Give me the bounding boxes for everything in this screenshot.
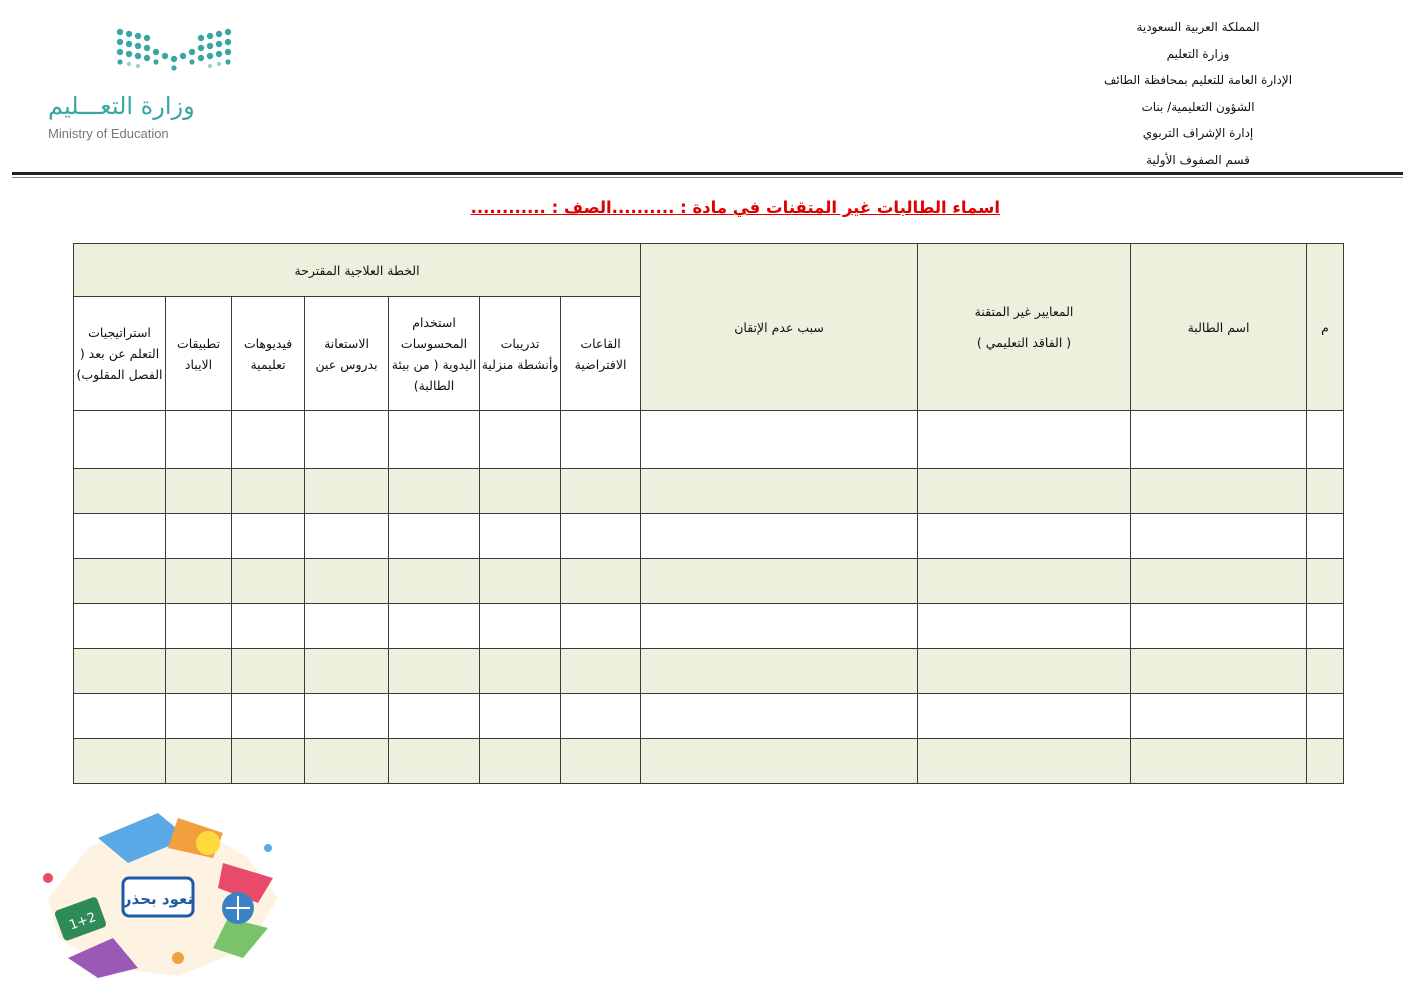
table-cell[interactable] bbox=[389, 649, 480, 694]
table-cell[interactable] bbox=[1307, 649, 1344, 694]
table-cell[interactable] bbox=[389, 694, 480, 739]
table-cell[interactable] bbox=[641, 514, 918, 559]
ministry-logo-dots-icon bbox=[40, 22, 270, 82]
table-cell[interactable] bbox=[389, 604, 480, 649]
table-cell[interactable] bbox=[1131, 514, 1307, 559]
table-cell[interactable] bbox=[1307, 694, 1344, 739]
header-divider bbox=[12, 172, 1403, 175]
table-cell[interactable] bbox=[74, 694, 166, 739]
table-cell[interactable] bbox=[561, 411, 641, 469]
table-cell[interactable] bbox=[1307, 514, 1344, 559]
table-cell[interactable] bbox=[305, 649, 389, 694]
table-cell[interactable] bbox=[1131, 739, 1307, 784]
document-header bbox=[1033, 14, 1363, 173]
table-cell[interactable] bbox=[480, 739, 561, 784]
table-cell[interactable] bbox=[641, 739, 918, 784]
table-cell[interactable] bbox=[389, 411, 480, 469]
table-cell[interactable] bbox=[561, 559, 641, 604]
table-cell[interactable] bbox=[641, 694, 918, 739]
table-cell[interactable] bbox=[561, 739, 641, 784]
sticker-math: 1+2 bbox=[67, 909, 99, 934]
table-cell[interactable] bbox=[166, 411, 232, 469]
table-cell[interactable] bbox=[232, 514, 305, 559]
sticker-text: نعود بحذر bbox=[122, 890, 194, 908]
table-cell[interactable] bbox=[305, 739, 389, 784]
table-cell[interactable] bbox=[480, 649, 561, 694]
table-cell[interactable] bbox=[74, 604, 166, 649]
table-cell[interactable] bbox=[389, 739, 480, 784]
table-cell[interactable] bbox=[480, 694, 561, 739]
table-cell[interactable] bbox=[389, 469, 480, 514]
header-directorate: الإدارة العامة للتعليم بمحافظة الطائف bbox=[1103, 73, 1293, 87]
table-cell[interactable] bbox=[305, 694, 389, 739]
column-header-educational-videos: فيديوهات تعليمية bbox=[232, 297, 305, 411]
table-cell[interactable] bbox=[918, 559, 1131, 604]
table-cell[interactable] bbox=[918, 649, 1131, 694]
back-to-school-sticker bbox=[28, 808, 283, 980]
table-cell[interactable] bbox=[166, 649, 232, 694]
table-row bbox=[74, 411, 1344, 469]
table-cell[interactable] bbox=[232, 649, 305, 694]
column-header-virtual-classrooms: القاعات الافتراضية bbox=[561, 297, 641, 411]
criteria-sublabel: ( الفاقد التعليمي ) bbox=[976, 335, 1072, 350]
table-cell[interactable] bbox=[74, 649, 166, 694]
column-header-student-name: اسم الطالبة bbox=[1131, 244, 1307, 411]
table-cell[interactable] bbox=[641, 469, 918, 514]
table-row bbox=[74, 739, 1344, 784]
students-table bbox=[73, 243, 1344, 784]
school-supplies-icon bbox=[28, 808, 283, 980]
table-cell[interactable] bbox=[166, 739, 232, 784]
table-cell[interactable] bbox=[561, 604, 641, 649]
table-row bbox=[74, 694, 1344, 739]
table-cell[interactable] bbox=[232, 411, 305, 469]
table-cell[interactable] bbox=[305, 604, 389, 649]
table-row bbox=[74, 469, 1344, 514]
column-header-home-activities: تدريبات وأنشطة منزلية bbox=[480, 297, 561, 411]
table-cell[interactable] bbox=[74, 559, 166, 604]
table-cell[interactable] bbox=[166, 514, 232, 559]
table-cell[interactable] bbox=[480, 411, 561, 469]
table-cell[interactable] bbox=[1307, 559, 1344, 604]
table-cell[interactable] bbox=[166, 604, 232, 649]
table-cell[interactable] bbox=[480, 514, 561, 559]
column-header-number: م bbox=[1307, 244, 1344, 411]
table-cell[interactable] bbox=[918, 411, 1131, 469]
table-row bbox=[74, 559, 1344, 604]
table-cell[interactable] bbox=[561, 469, 641, 514]
table-cell[interactable] bbox=[480, 469, 561, 514]
criteria-label: المعايير غير المتقنة bbox=[974, 304, 1074, 319]
header-affairs: الشؤون التعليمية/ بنات bbox=[1141, 99, 1255, 114]
column-group-remedial-plan: الخطة العلاجية المقترحة bbox=[74, 244, 641, 297]
header-supervision: إدارة الإشراف التربوي bbox=[1142, 126, 1254, 140]
table-cell[interactable] bbox=[305, 469, 389, 514]
header-ministry: وزارة التعليم bbox=[1166, 46, 1230, 61]
column-header-distance-strategies: استراتيجيات التعلم عن بعد ( الفصل المقلوب) bbox=[74, 297, 166, 411]
table-cell[interactable] bbox=[918, 514, 1131, 559]
table-cell[interactable] bbox=[918, 604, 1131, 649]
table-cell[interactable] bbox=[1307, 469, 1344, 514]
table-cell[interactable] bbox=[232, 694, 305, 739]
table-cell[interactable] bbox=[641, 649, 918, 694]
table-cell[interactable] bbox=[1131, 649, 1307, 694]
header-department: قسم الصفوف الأولية bbox=[1146, 152, 1250, 167]
table-row bbox=[74, 604, 1344, 649]
table-cell[interactable] bbox=[232, 559, 305, 604]
table-cell[interactable] bbox=[1131, 559, 1307, 604]
header-kingdom: المملكة العربية السعودية bbox=[1136, 20, 1260, 34]
column-header-criteria bbox=[918, 244, 1131, 411]
table-cell[interactable] bbox=[305, 514, 389, 559]
page-title: اسماء الطالبات غير المتقنات في مادة : ..........الصف : ............ bbox=[470, 198, 1000, 217]
table-cell[interactable] bbox=[166, 694, 232, 739]
table-cell[interactable] bbox=[641, 559, 918, 604]
table-cell[interactable] bbox=[918, 739, 1131, 784]
table-cell[interactable] bbox=[74, 411, 166, 469]
table-cell[interactable] bbox=[389, 559, 480, 604]
table-cell[interactable] bbox=[1307, 739, 1344, 784]
table-cell[interactable] bbox=[918, 469, 1131, 514]
header-divider-thin bbox=[12, 177, 1403, 178]
table-cell[interactable] bbox=[74, 514, 166, 559]
table-cell[interactable] bbox=[918, 694, 1131, 739]
table-cell[interactable] bbox=[305, 559, 389, 604]
table-cell[interactable] bbox=[1131, 604, 1307, 649]
table-cell[interactable] bbox=[389, 514, 480, 559]
table-cell[interactable] bbox=[561, 514, 641, 559]
table-cell[interactable] bbox=[74, 469, 166, 514]
ministry-logo bbox=[40, 22, 270, 152]
table-cell[interactable] bbox=[166, 469, 232, 514]
table-cell[interactable] bbox=[232, 604, 305, 649]
table-cell[interactable] bbox=[305, 411, 389, 469]
table-row bbox=[74, 649, 1344, 694]
ministry-name-english: Ministry of Education bbox=[48, 126, 169, 141]
table-cell[interactable] bbox=[1131, 411, 1307, 469]
table-cell[interactable] bbox=[1131, 469, 1307, 514]
table-cell[interactable] bbox=[232, 739, 305, 784]
table-cell[interactable] bbox=[1307, 604, 1344, 649]
table-cell[interactable] bbox=[1307, 411, 1344, 469]
table-cell[interactable] bbox=[480, 604, 561, 649]
table-row bbox=[74, 514, 1344, 559]
table-cell[interactable] bbox=[74, 739, 166, 784]
column-header-manipulatives: استخدام المحسوسات اليدوية ( من بيئة الطالبة) bbox=[389, 297, 480, 411]
table-cell[interactable] bbox=[232, 469, 305, 514]
table-cell[interactable] bbox=[166, 559, 232, 604]
table-cell[interactable] bbox=[1131, 694, 1307, 739]
column-header-ipad-apps: تطبيقات الايباد bbox=[166, 297, 232, 411]
table-cell[interactable] bbox=[561, 694, 641, 739]
table-cell[interactable] bbox=[561, 649, 641, 694]
table-cell[interactable] bbox=[480, 559, 561, 604]
column-header-ein-lessons: الاستعانة بدروس عين bbox=[305, 297, 389, 411]
ministry-name-arabic: وزارة التعـــليم bbox=[48, 92, 195, 120]
table-cell[interactable] bbox=[641, 411, 918, 469]
column-header-reason: سبب عدم الإتقان bbox=[641, 244, 918, 411]
table-cell[interactable] bbox=[641, 604, 918, 649]
